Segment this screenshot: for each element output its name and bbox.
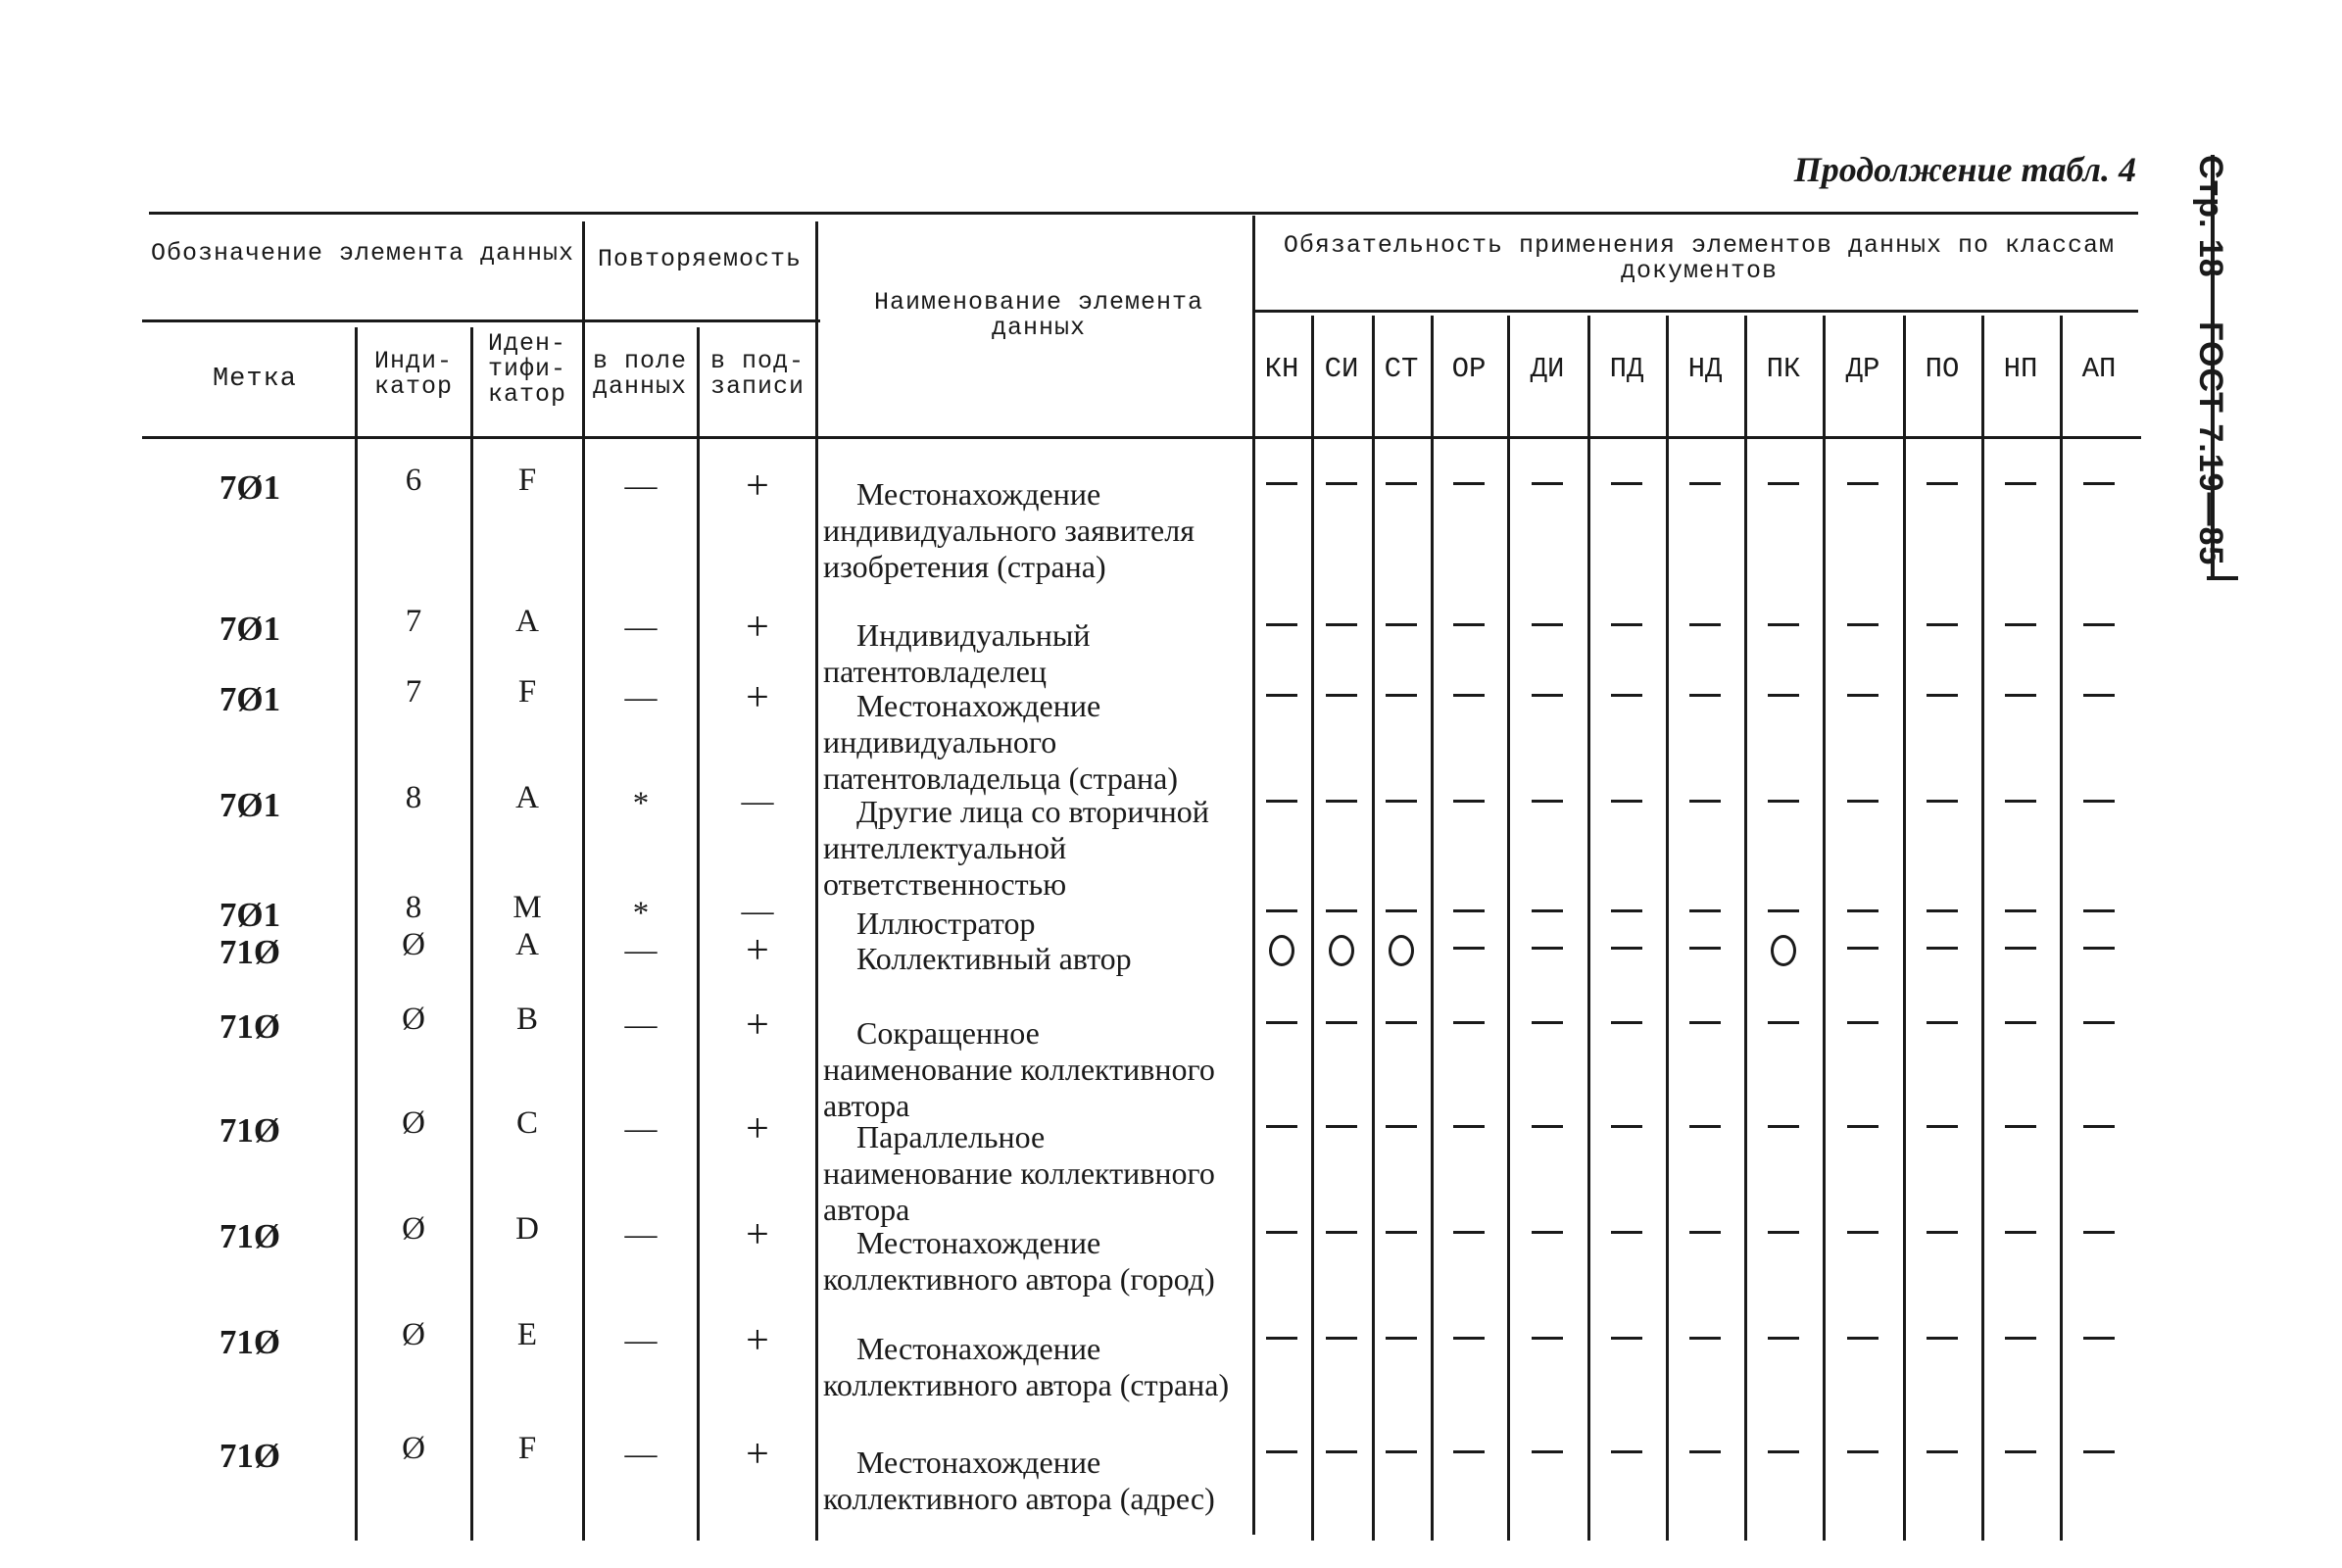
class-header-0: КН xyxy=(1264,353,1299,385)
row-in-subrecord: + xyxy=(746,1212,769,1257)
row-in-field: — xyxy=(624,1111,658,1147)
row-in-field: — xyxy=(624,680,658,715)
mark-dash xyxy=(1532,1337,1563,1340)
mark-dash xyxy=(1386,482,1417,485)
class-col-rule xyxy=(1311,316,1314,1541)
class-header-4: ДИ xyxy=(1530,353,1565,385)
row-identifier: A xyxy=(515,780,539,815)
mark-dash xyxy=(1611,694,1642,697)
row-tag: 7Ø1 xyxy=(219,468,281,507)
mark-dash xyxy=(1927,909,1958,912)
row-tag: 71Ø xyxy=(219,933,281,971)
mark-dash xyxy=(1847,482,1878,485)
mark-dash xyxy=(1532,482,1563,485)
class-col-rule xyxy=(1372,316,1375,1541)
mark-dash xyxy=(1453,1231,1485,1234)
class-header-9: ПО xyxy=(1925,353,1960,385)
row-identifier: C xyxy=(515,1105,538,1141)
mark-dash xyxy=(1768,1125,1799,1128)
mark-dash xyxy=(1611,1337,1642,1340)
mark-dash xyxy=(1453,1337,1485,1340)
row-identifier: F xyxy=(517,463,537,498)
mark-dash xyxy=(1927,623,1958,626)
mark-dash xyxy=(2005,1021,2036,1024)
mark-dash xyxy=(1768,482,1799,485)
header-element-name: Наименование элемента данных xyxy=(873,288,1204,342)
row-in-subrecord: — xyxy=(741,784,774,819)
mark-optional xyxy=(1269,935,1294,966)
mark-dash xyxy=(1453,947,1485,950)
header-in-field: в поле данных xyxy=(592,347,687,401)
row-indicator: 8 xyxy=(405,890,422,925)
class-col-rule xyxy=(1981,316,1984,1541)
row-tag: 71Ø xyxy=(219,1437,281,1475)
row-tag: 7Ø1 xyxy=(219,896,281,934)
mark-optional xyxy=(1329,935,1354,966)
mark-dash xyxy=(1266,482,1297,485)
row-element-name: Местонахождение индивидуального патентовладельца (страна) xyxy=(823,688,1179,796)
row-in-subrecord: — xyxy=(741,894,774,929)
row-indicator: Ø xyxy=(402,1105,425,1141)
mark-dash xyxy=(1532,1450,1563,1453)
mark-dash xyxy=(1847,1450,1878,1453)
mark-dash xyxy=(1266,800,1297,803)
row-element-name: Коллективный автор xyxy=(856,941,1132,976)
mark-dash xyxy=(1847,800,1878,803)
mark-dash xyxy=(1532,909,1563,912)
table-top-rule xyxy=(149,212,2138,215)
mark-dash xyxy=(2083,1450,2115,1453)
mark-dash xyxy=(1927,947,1958,950)
row-in-subrecord: + xyxy=(746,1003,769,1048)
mark-dash xyxy=(1266,1231,1297,1234)
header-tag: Метка xyxy=(212,365,297,394)
row-element-name: Местонахождение коллективного автора (страна) xyxy=(823,1331,1230,1402)
mark-dash xyxy=(1453,482,1485,485)
mark-dash xyxy=(1847,1125,1878,1128)
row-in-field: — xyxy=(624,1007,658,1043)
row-identifier: F xyxy=(517,674,537,710)
mark-dash xyxy=(1847,1021,1878,1024)
mark-dash xyxy=(1847,1337,1878,1340)
row-identifier: E xyxy=(516,1317,538,1352)
row-in-field: — xyxy=(624,610,658,645)
row-identifier: B xyxy=(515,1002,538,1037)
mark-dash xyxy=(1689,947,1721,950)
mark-dash xyxy=(1326,909,1357,912)
mark-dash xyxy=(2005,1125,2036,1128)
mark-dash xyxy=(1532,1231,1563,1234)
row-indicator: 8 xyxy=(405,780,422,815)
class-header-7: ПК xyxy=(1766,353,1801,385)
mark-dash xyxy=(1768,1231,1799,1234)
mark-dash xyxy=(1386,1337,1417,1340)
classes-subrule xyxy=(1254,310,2138,313)
mark-dash xyxy=(1326,482,1357,485)
class-header-6: НД xyxy=(1687,353,1723,385)
mark-dash xyxy=(1326,1450,1357,1453)
mark-dash xyxy=(1847,909,1878,912)
mark-dash xyxy=(1266,1337,1297,1340)
mark-dash xyxy=(2005,1337,2036,1340)
row-indicator: 7 xyxy=(405,674,422,710)
mark-dash xyxy=(1847,623,1878,626)
mark-dash xyxy=(2083,800,2115,803)
class-col-rule xyxy=(1666,316,1669,1541)
mark-dash xyxy=(1266,623,1297,626)
header-bottom-rule xyxy=(142,436,2141,439)
mark-dash xyxy=(1611,482,1642,485)
row-element-name: Параллельное наименование коллективного автора xyxy=(823,1119,1215,1227)
row-tag: 71Ø xyxy=(219,1323,281,1361)
mark-dash xyxy=(1453,1125,1485,1128)
mark-dash xyxy=(2005,800,2036,803)
mark-dash xyxy=(1689,1021,1721,1024)
mark-dash xyxy=(1689,800,1721,803)
mark-dash xyxy=(1532,694,1563,697)
class-col-rule xyxy=(2060,316,2063,1541)
row-tag: 7Ø1 xyxy=(219,786,281,824)
mark-dash xyxy=(1386,623,1417,626)
row-in-field: — xyxy=(624,468,658,504)
mark-dash xyxy=(1386,1021,1417,1024)
header-indicator: Инди- катор xyxy=(373,347,453,401)
row-in-field: — xyxy=(624,933,658,968)
mark-dash xyxy=(2005,623,2036,626)
row-identifier: D xyxy=(515,1211,539,1247)
row-in-subrecord: + xyxy=(746,464,769,509)
row-indicator: Ø xyxy=(402,1002,425,1037)
mark-dash xyxy=(1927,1231,1958,1234)
mark-dash xyxy=(2083,1231,2115,1234)
mark-dash xyxy=(1927,1125,1958,1128)
mark-dash xyxy=(2005,947,2036,950)
row-tag: 71Ø xyxy=(219,1111,281,1150)
mark-dash xyxy=(1689,482,1721,485)
mark-dash xyxy=(1927,800,1958,803)
mark-dash xyxy=(1847,947,1878,950)
mark-dash xyxy=(1453,1021,1485,1024)
mark-dash xyxy=(1386,694,1417,697)
mark-dash xyxy=(1532,947,1563,950)
mark-dash xyxy=(2083,1125,2115,1128)
row-element-name: Индивидуальный патентовладелец xyxy=(823,617,1091,689)
class-header-10: НП xyxy=(2003,353,2038,385)
col-rule-designation xyxy=(582,221,585,1541)
table-caption: Продолжение табл. 4 xyxy=(1793,150,2136,189)
row-identifier: F xyxy=(517,1431,537,1466)
repeat-subrule xyxy=(584,319,816,322)
mark-dash xyxy=(1611,1021,1642,1024)
header-obligatoriness: Обязательность применения элементов данных по классам документов xyxy=(1283,231,2116,285)
mark-dash xyxy=(1689,909,1721,912)
class-col-rule xyxy=(1823,316,1826,1541)
mark-dash xyxy=(1326,1125,1357,1128)
row-indicator: Ø xyxy=(402,1317,425,1352)
mark-dash xyxy=(1266,694,1297,697)
row-identifier: A xyxy=(515,927,539,962)
mark-dash xyxy=(1689,623,1721,626)
mark-dash xyxy=(1532,1125,1563,1128)
row-indicator: 6 xyxy=(405,463,422,498)
mark-dash xyxy=(2083,1021,2115,1024)
mark-dash xyxy=(2083,909,2115,912)
mark-dash xyxy=(1326,694,1357,697)
col-rule-indicator xyxy=(470,327,473,1541)
mark-dash xyxy=(1689,1450,1721,1453)
mark-dash xyxy=(1768,800,1799,803)
mark-optional xyxy=(1771,935,1796,966)
header-identifier: Иден- тифи- катор xyxy=(487,329,566,409)
mark-dash xyxy=(1611,1231,1642,1234)
class-col-rule xyxy=(1587,316,1590,1541)
row-tag: 71Ø xyxy=(219,1007,281,1046)
class-header-5: ПД xyxy=(1609,353,1644,385)
row-element-name: Местонахождение индивидуального заявителя изобретения (страна) xyxy=(823,476,1195,584)
row-indicator: Ø xyxy=(402,927,425,962)
row-tag: 7Ø1 xyxy=(219,680,281,718)
mark-dash xyxy=(1768,1450,1799,1453)
row-identifier: M xyxy=(512,890,542,925)
class-col-rule xyxy=(1507,316,1510,1541)
row-in-field: — xyxy=(624,1323,658,1358)
mark-dash xyxy=(1768,623,1799,626)
row-indicator: Ø xyxy=(402,1211,425,1247)
mark-dash xyxy=(2005,1450,2036,1453)
col-rule-repeat xyxy=(815,221,818,1541)
mark-dash xyxy=(1689,694,1721,697)
mark-dash xyxy=(1768,1021,1799,1024)
mark-dash xyxy=(1266,909,1297,912)
mark-dash xyxy=(1326,1021,1357,1024)
mark-dash xyxy=(2005,1231,2036,1234)
mark-dash xyxy=(1386,1450,1417,1453)
mark-dash xyxy=(1386,1125,1417,1128)
col-rule-tag xyxy=(355,327,358,1541)
row-in-subrecord: + xyxy=(746,1318,769,1363)
row-in-field: — xyxy=(624,1217,658,1252)
header-in-subrecord: в под- записи xyxy=(709,347,805,401)
mark-dash xyxy=(1326,623,1357,626)
mark-dash xyxy=(1266,1021,1297,1024)
mark-dash xyxy=(2005,694,2036,697)
mark-dash xyxy=(1453,1450,1485,1453)
mark-dash xyxy=(1611,623,1642,626)
mark-dash xyxy=(1847,1231,1878,1234)
mark-dash xyxy=(2005,909,2036,912)
mark-dash xyxy=(1386,909,1417,912)
row-in-subrecord: + xyxy=(746,675,769,720)
col-rule-name xyxy=(1252,216,1255,1535)
mark-dash xyxy=(1927,1337,1958,1340)
mark-dash xyxy=(1453,694,1485,697)
mark-dash xyxy=(1768,909,1799,912)
mark-dash xyxy=(1611,947,1642,950)
row-in-subrecord: + xyxy=(746,1432,769,1477)
row-in-field: * xyxy=(632,786,650,821)
class-header-1: СИ xyxy=(1324,353,1359,385)
row-element-name: Местонахождение коллективного автора (город) xyxy=(823,1225,1215,1297)
mark-dash xyxy=(1611,909,1642,912)
mark-dash xyxy=(1689,1125,1721,1128)
mark-dash xyxy=(1768,1337,1799,1340)
mark-dash xyxy=(1927,482,1958,485)
header-repeatability: Повторяемость xyxy=(597,245,803,273)
row-element-name: Местонахождение коллективного автора (адрес) xyxy=(823,1445,1215,1516)
mark-dash xyxy=(1689,1337,1721,1340)
mark-dash xyxy=(1266,1125,1297,1128)
mark-dash xyxy=(1326,1337,1357,1340)
mark-dash xyxy=(2083,623,2115,626)
mark-dash xyxy=(1611,800,1642,803)
row-element-name: Сокращенное наименование коллективного автора xyxy=(823,1015,1215,1123)
mark-dash xyxy=(1453,623,1485,626)
mark-dash xyxy=(2083,1337,2115,1340)
mark-dash xyxy=(1326,800,1357,803)
class-col-rule xyxy=(1744,316,1747,1541)
row-indicator: 7 xyxy=(405,604,422,639)
class-header-11: АП xyxy=(2081,353,2117,385)
mark-dash xyxy=(1532,800,1563,803)
side-header xyxy=(2191,155,2229,599)
mark-dash xyxy=(2083,482,2115,485)
mark-dash xyxy=(1689,1231,1721,1234)
class-header-8: ДР xyxy=(1845,353,1880,385)
row-identifier: A xyxy=(515,604,539,639)
class-col-rule xyxy=(1431,316,1434,1541)
mark-dash xyxy=(1326,1231,1357,1234)
mark-dash xyxy=(1453,800,1485,803)
mark-dash xyxy=(1266,1450,1297,1453)
mark-dash xyxy=(1386,1231,1417,1234)
mark-dash xyxy=(1611,1450,1642,1453)
page-number: Стр. 18 xyxy=(2192,155,2229,278)
mark-dash xyxy=(1611,1125,1642,1128)
mark-dash xyxy=(2005,482,2036,485)
mark-dash xyxy=(1453,909,1485,912)
mark-optional xyxy=(1389,935,1414,966)
mark-dash xyxy=(1927,1450,1958,1453)
mark-dash xyxy=(1532,1021,1563,1024)
row-element-name: Другие лица со вторичной интеллектуальной ответственностью xyxy=(823,794,1209,902)
row-indicator: Ø xyxy=(402,1431,425,1466)
mark-dash xyxy=(1847,694,1878,697)
class-header-3: ОР xyxy=(1451,353,1487,385)
row-in-subrecord: + xyxy=(746,1106,769,1152)
row-tag: 71Ø xyxy=(219,1217,281,1255)
row-in-field: — xyxy=(624,1437,658,1472)
row-in-subrecord: + xyxy=(746,928,769,973)
class-header-2: СТ xyxy=(1384,353,1419,385)
mark-dash xyxy=(1927,694,1958,697)
row-in-field: * xyxy=(632,896,650,931)
standard-number: ГОСТ 7.19—85 xyxy=(2192,321,2229,566)
mark-dash xyxy=(1532,623,1563,626)
mark-dash xyxy=(1386,800,1417,803)
row-in-subrecord: + xyxy=(746,605,769,650)
mark-dash xyxy=(1927,1021,1958,1024)
mark-dash xyxy=(2083,947,2115,950)
row-tag: 7Ø1 xyxy=(219,610,281,648)
row-element-name: Иллюстратор xyxy=(856,906,1036,941)
class-col-rule xyxy=(1903,316,1906,1541)
mark-dash xyxy=(2083,694,2115,697)
mark-dash xyxy=(1768,694,1799,697)
header-designation: Обозначение элемента данных xyxy=(150,239,575,268)
